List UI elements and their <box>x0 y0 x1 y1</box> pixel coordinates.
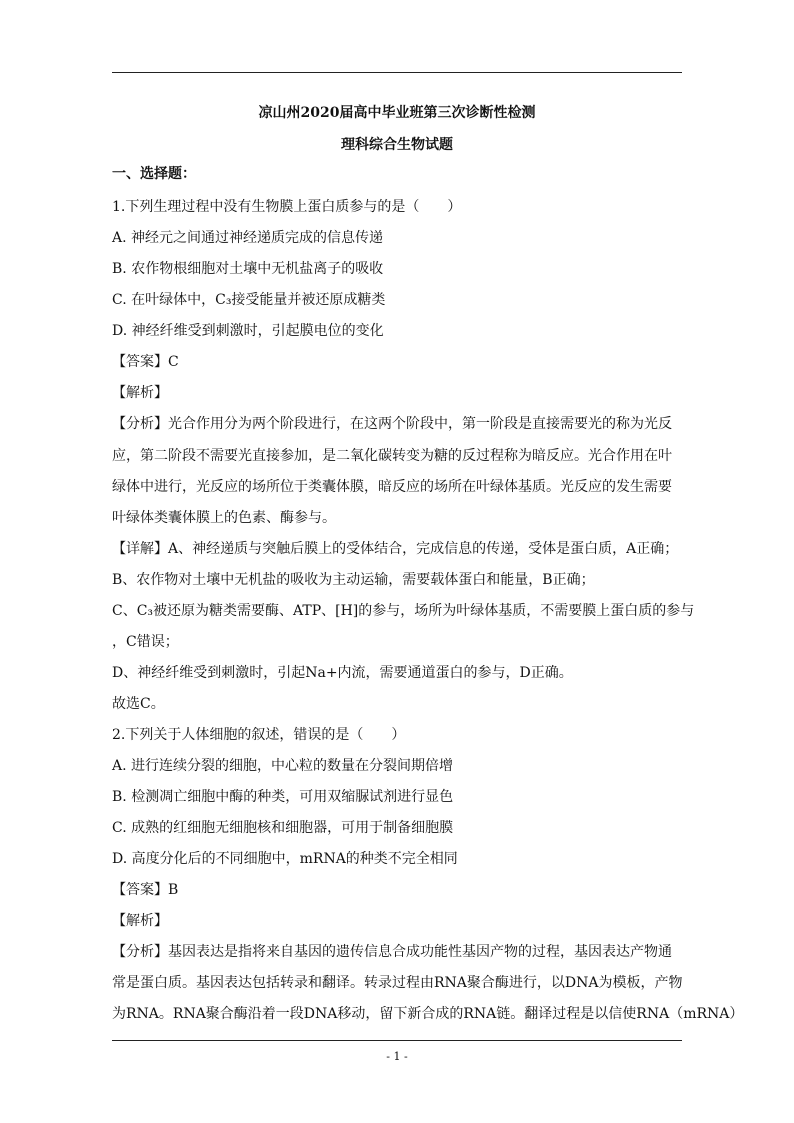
question-2-option-d: D. 高度分化后的不同细胞中，mRNA的种类不完全相同 <box>112 851 458 867</box>
question-1-stem: 1.下列生理过程中没有生物膜上蛋白质参与的是（ ） <box>112 199 462 215</box>
header-rule <box>112 72 682 73</box>
question-1-answer: 【答案】C <box>112 354 179 370</box>
question-1-detail-line: C、C₃被还原为糖类需要酶、ATP、[H]的参与，场所为叶绿体基质，不需要膜上蛋白质的参与 <box>112 603 695 619</box>
question-2-option-b: B. 检测凋亡细胞中酶的种类，可用双缩脲试剂进行显色 <box>112 789 454 805</box>
question-1-option-c: C. 在叶绿体中，C₃接受能量并被还原成糖类 <box>112 292 386 308</box>
question-1-analysis-line: 叶绿体类囊体膜上的色素、酶参与。 <box>112 510 336 526</box>
question-2-analysis-line: 【分析】基因表达是指将来自基因的遗传信息合成功能性基因产物的过程，基因表达产物通 <box>112 944 672 960</box>
section-heading: 一、选择题： <box>112 166 196 182</box>
question-1-detail-line: 【详解】A、神经递质与突触后膜上的受体结合，完成信息的传递，受体是蛋白质，A正确； <box>112 541 679 557</box>
question-1-option-d: D. 神经纤维受到刺激时，引起膜电位的变化 <box>112 323 384 339</box>
question-2-analysis-line: 常是蛋白质。基因表达包括转录和翻译。转录过程由RNA聚合酶进行，以DNA为模板，产物 <box>112 975 683 991</box>
question-1-detail-line: D、神经纤维受到刺激时，引起Na+内流，需要通道蛋白的参与，D正确。 <box>112 665 573 681</box>
question-2-stem: 2.下列关于人体细胞的叙述，错误的是（ ） <box>112 727 406 743</box>
question-1-detail-line: ，C错误； <box>112 634 179 650</box>
question-1-detail-line: B、农作物对土壤中无机盐的吸收为主动运输，需要载体蛋白和能量，B正确； <box>112 572 595 588</box>
question-2-analysis-line: 为RNA。RNA聚合酶沿着一段DNA移动，留下新合成的RNA链。翻译过程是以信使RNA（mRNA） <box>112 1006 744 1022</box>
question-1-option-a: A. 神经元之间通过神经递质完成的信息传递 <box>112 230 384 246</box>
question-2-option-a: A. 进行连续分裂的细胞，中心粒的数量在分裂间期倍增 <box>112 758 454 774</box>
question-1-conclusion: 故选C。 <box>112 696 165 712</box>
question-2-option-c: C. 成熟的红细胞无细胞核和细胞器，可用于制备细胞膜 <box>112 820 454 836</box>
question-1-explanation-label: 【解析】 <box>112 385 168 401</box>
question-1-analysis-line: 【分析】光合作用分为两个阶段进行，在这两个阶段中，第一阶段是直接需要光的称为光反 <box>112 416 672 432</box>
question-2-explanation-label: 【解析】 <box>112 913 168 929</box>
question-2-answer: 【答案】B <box>112 882 179 898</box>
question-1-option-b: B. 农作物根细胞对土壤中无机盐离子的吸收 <box>112 261 384 277</box>
document-subtitle: 理科综合生物试题 <box>341 137 453 153</box>
document-title: 凉山州2020届高中毕业班第三次诊断性检测 <box>258 105 536 121</box>
question-1-analysis-line: 绿体中进行，光反应的场所位于类囊体膜，暗反应的场所在叶绿体基质。光反应的发生需要 <box>112 479 672 495</box>
question-1-analysis-line: 应，第二阶段不需要光直接参加，是二氧化碳转变为糖的反过程称为暗反应。光合作用在叶 <box>112 448 672 464</box>
page-number: - 1 - <box>386 1050 408 1063</box>
footer-rule <box>112 1040 682 1041</box>
